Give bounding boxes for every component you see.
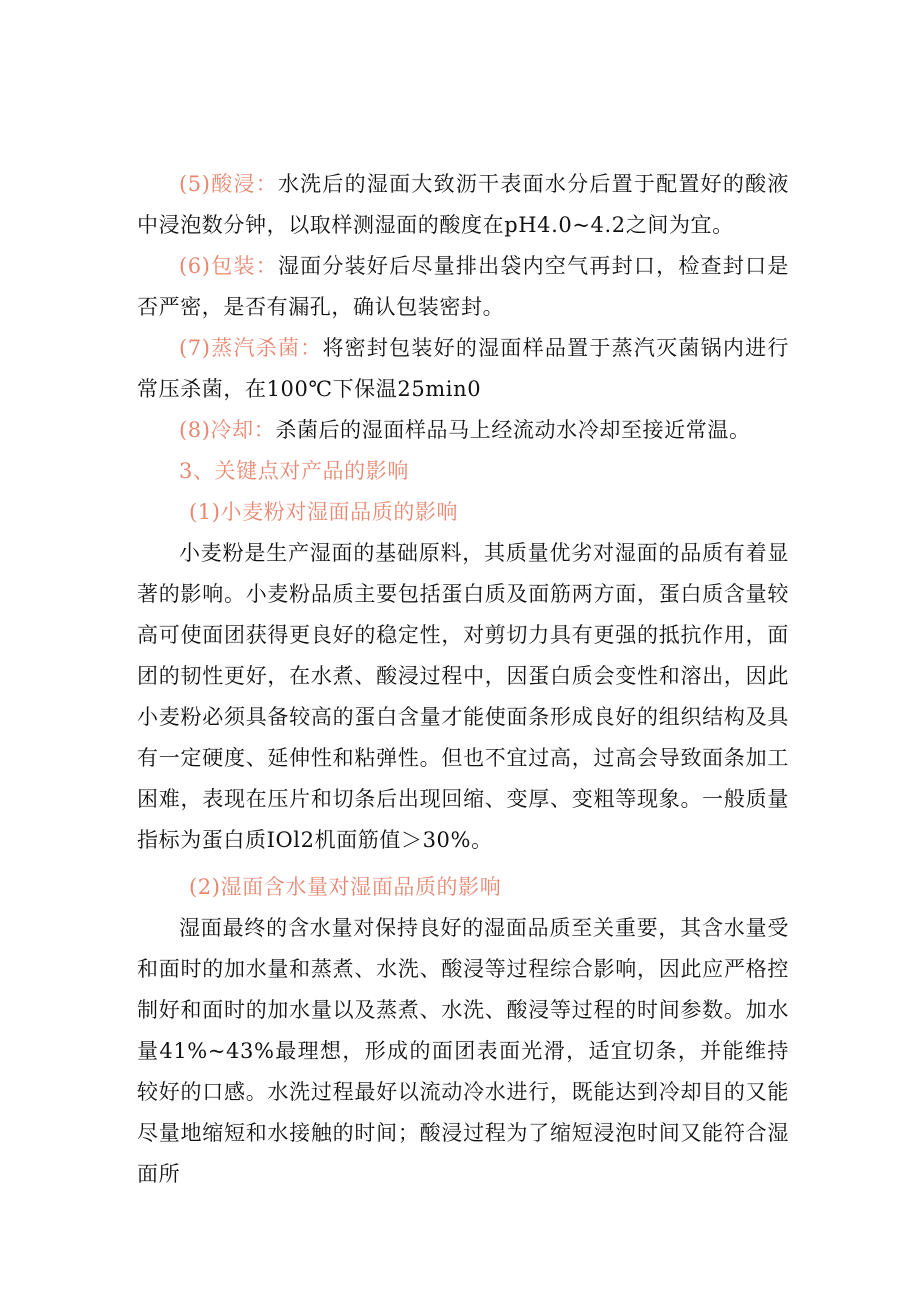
- subsection-1-body: 小麦粉是生产湿面的基础原料，其质量优劣对湿面的品质有着显著的影响。小麦粉品质主要包括蛋白质及面筋两方面，蛋白质含量较高可使面团获得更良好的稳定性，对剪切力具有更强的抵抗作用，面团的韧性更好，在水煮、酸浸过程中，因蛋白质会变性和溶出，因此小麦粉必须具备较高的蛋白含量才能使面条形成良好的组织结构及具有一定硬度、延伸性和粘弹性。但也不宜过高，过高会导致面条加工困难，表现在压片和切条后出现回缩、变厚、变粗等现象。一般质量指标为蛋白质IOl2机面筋值＞30%。: [137, 541, 789, 852]
- subsection-2-title: (2)湿面含水量对湿面品质的影响: [189, 875, 502, 899]
- subsection-2-body: 湿面最终的含水量对保持良好的湿面品质至关重要，其含水量受和面时的加水量和蒸煮、水洗、酸浸等过程综合影响，因此应严格控制好和面时的加水量以及蒸煮、水洗、酸浸等过程的时间参数。加水量41%~43%最理想，形成的面团表面光滑，适宜切条，并能维持较好的口感。水洗过程最好以流动冷水进行，既能达到冷却目的又能尽量地缩短和水接触的时间；酸浸过程为了缩短浸泡时间又能符合湿面所: [137, 916, 789, 1186]
- step-5-text: 水洗后的湿面大致沥干表面水分后置于配置好的酸液中浸泡数分钟，以取样测湿面的酸度在pH4.0~4.2之间为宜。: [137, 172, 789, 237]
- step-6-text: 湿面分装好后尽量排出袋内空气再封口，检查封口是否严密，是否有漏孔，确认包装密封。: [137, 254, 789, 319]
- step-8-text: 杀菌后的湿面样品马上经流动水冷却至接近常温。: [275, 418, 751, 442]
- step-7-text: 将密封包装好的湿面样品置于蒸汽灭菌锅内进行常压杀菌，在100℃下保温25min0: [137, 336, 789, 401]
- step-5-label: (5)酸浸：: [179, 172, 278, 196]
- step-6-label: (6)包装：: [179, 254, 278, 278]
- step-5-paragraph: [137, 164, 789, 246]
- step-8-label: (8)冷却：: [179, 418, 276, 442]
- step-7-paragraph: [137, 328, 789, 410]
- subsection-1-title: (1)小麦粉对湿面品质的影响: [189, 500, 459, 524]
- step-6-paragraph: [137, 246, 789, 328]
- step-7-label: (7)蒸汽杀菌：: [179, 336, 323, 360]
- section-heading: 3、关键点对产品的影响: [179, 459, 409, 483]
- step-8-paragraph: [137, 410, 789, 451]
- document-body: [137, 164, 789, 1195]
